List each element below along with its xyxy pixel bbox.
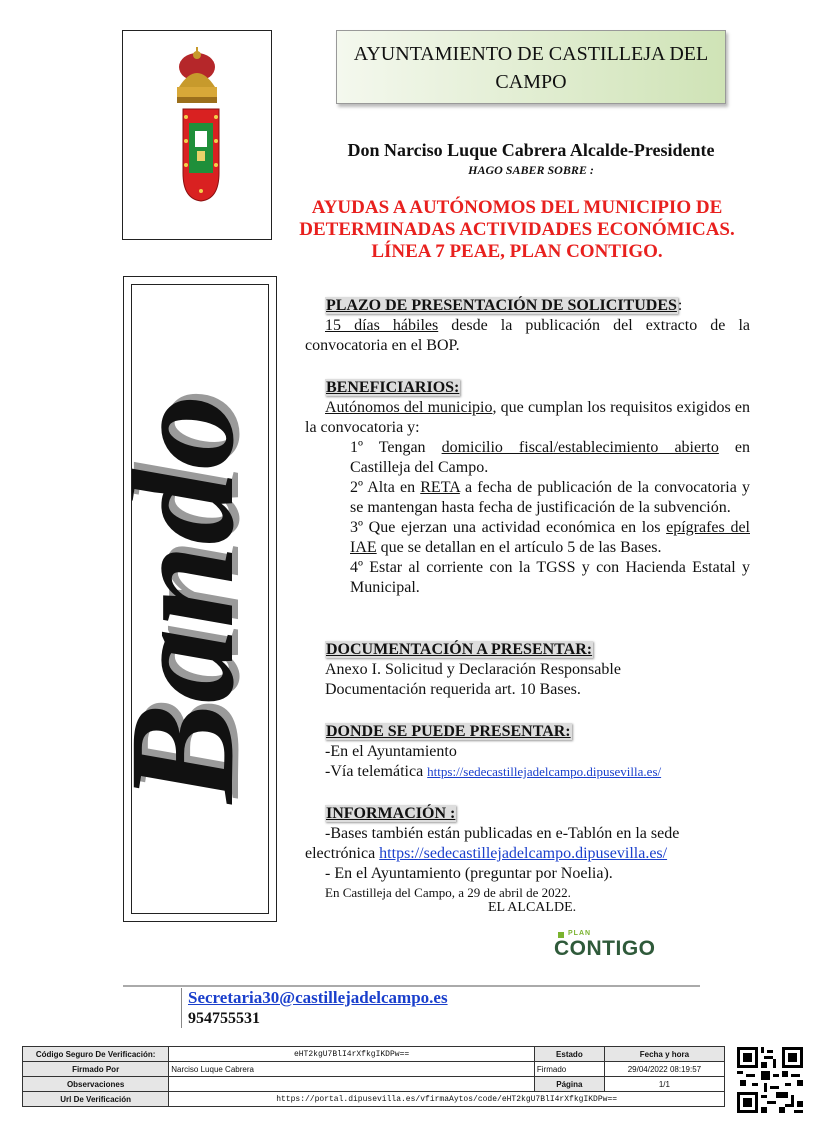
bando-inner-frame: [131, 284, 269, 914]
informacion-section: [305, 804, 750, 884]
requisito-2: 2º Alta en RETA a fecha de publicación de la convocatoria y se mantengan hasta fecha de justificación de la subvención.: [350, 479, 750, 516]
documentacion-section: [305, 640, 750, 700]
beneficiarios-section: [305, 378, 750, 598]
observaciones-value: [169, 1077, 535, 1092]
sede-link-donde[interactable]: https://sedecastillejadelcampo.dipusevilla.es/: [427, 764, 662, 779]
csv-label: Código Seguro De Verificación:: [23, 1047, 169, 1062]
document-title-line1: AYUNTAMIENTO DE CASTILLEJA DEL: [353, 43, 709, 65]
donde-line1: -En el Ayuntamiento: [325, 743, 457, 760]
documentacion-line2: Documentación requerida art. 10 Bases.: [325, 681, 581, 698]
url-value[interactable]: https://portal.dipusevilla.es/vfirmaAytos/code/eHT2kgU7BlI4rXfkgIKDPw==: [169, 1092, 725, 1107]
table-row: [23, 1092, 725, 1107]
plan-logo-small: PLAN: [568, 930, 592, 937]
informacion-line2: electrónica https://sedecastillejadelcampo.dipusevilla.es/: [305, 845, 668, 862]
donde-section: [305, 722, 750, 782]
plazo-section: [305, 296, 750, 356]
requisito-4: 4º Estar al corriente con la TGSS y con Hacienda Estatal y Municipal.: [350, 559, 750, 596]
documentacion-heading: DOCUMENTACIÓN A PRESENTAR:: [326, 641, 593, 658]
estado-label: Estado: [534, 1047, 604, 1062]
bando-text: Bando: [132, 394, 265, 804]
contact-divider: [181, 988, 182, 1028]
informacion-heading: INFORMACIÓN :: [326, 805, 456, 822]
csv-value: eHT2kgU7BlI4rXfkgIKDPw==: [169, 1047, 535, 1062]
firmado-por-value: Narciso Luque Cabrera: [169, 1062, 535, 1077]
pagina-value: 1/1: [604, 1077, 724, 1092]
plazo-heading: PLAZO DE PRESENTACIÓN DE SOLICITUDES: [326, 297, 677, 314]
bando-graphic: [132, 285, 268, 913]
donde-line2: -Vía telemática https://sedecastillejadelcampo.dipusevilla.es/: [325, 763, 662, 780]
fecha-lugar: En Castilleja del Campo, a 29 de abril de 2022.: [325, 885, 571, 900]
coat-of-arms-icon: [123, 31, 271, 239]
sede-link-informacion[interactable]: https://sedecastillejadelcampo.dipusevilla.es/: [379, 845, 668, 862]
documentacion-line1: Anexo I. Solicitud y Declaración Responsable: [325, 661, 621, 678]
document-title-box: [336, 30, 726, 104]
hago-saber-text: HAGO SABER SOBRE :: [468, 163, 594, 177]
url-label: Url De Verificación: [23, 1092, 169, 1107]
requisito-1: 1º Tengan domicilio fiscal/establecimiento abierto en Castilleja del Campo.: [350, 439, 750, 476]
table-row: [23, 1047, 725, 1062]
informacion-line3: - En el Ayuntamiento (preguntar por Noelia).: [325, 865, 613, 882]
ayudas-heading: [282, 197, 752, 263]
firmado-por-label: Firmado Por: [23, 1062, 169, 1077]
plazo-text: desde la publicación del extracto de la convocatoria en el BOP.: [305, 317, 750, 354]
plan-logo-big: CONTIGO: [554, 937, 656, 960]
pagina-label: Página: [534, 1077, 604, 1092]
ayudas-line2: DETERMINADAS ACTIVIDADES ECONÓMICAS.: [299, 219, 735, 240]
observaciones-label: Observaciones: [23, 1077, 169, 1092]
ayudas-line1: AYUDAS A AUTÓNOMOS DEL MUNICIPIO DE: [311, 197, 723, 218]
beneficiarios-heading: BENEFICIARIOS:: [326, 379, 460, 396]
document-title-line2: CAMPO: [495, 71, 567, 93]
contact-phone: 954755531: [188, 1010, 260, 1027]
plan-contigo-logo: [554, 930, 654, 966]
plazo-dias: 15 días hábiles: [325, 317, 439, 334]
mayor-name: Don Narciso Luque Cabrera Alcalde-Presidente: [347, 140, 715, 160]
bando-shadow-text: Bando: [132, 388, 268, 798]
informacion-line1: -Bases también están publicadas en e-Tablón en la sede: [325, 825, 680, 842]
fecha-value: 29/04/2022 08:19:57: [604, 1062, 724, 1077]
estado-value: Firmado: [534, 1062, 604, 1077]
ayudas-line3: LÍNEA 7 PEAE, PLAN CONTIGO.: [371, 241, 663, 262]
contact-email-link[interactable]: Secretaria30@castillejadelcampo.es: [188, 988, 448, 1007]
beneficiarios-intro: , que cumplan los requisitos exigidos en la convocatoria y:: [305, 399, 751, 436]
table-row: [23, 1077, 725, 1092]
qr-code-icon[interactable]: [737, 1046, 803, 1114]
donde-heading: DONDE SE PUEDE PRESENTAR:: [326, 723, 571, 740]
footer-separator: [123, 985, 700, 987]
firma-alcalde: EL ALCALDE.: [488, 900, 577, 915]
requisito-3: 3º Que ejerzan una actividad económica en los epígrafes del IAE que se detallan en el artículo 5 de las Bases.: [350, 519, 750, 556]
table-row: [23, 1062, 725, 1077]
fecha-label: Fecha y hora: [604, 1047, 724, 1062]
coat-of-arms-frame: [122, 30, 272, 240]
beneficiarios-autonomos: Autónomos del municipio: [325, 399, 493, 416]
verification-table: [22, 1046, 725, 1107]
plazo-colon: :: [677, 297, 683, 314]
